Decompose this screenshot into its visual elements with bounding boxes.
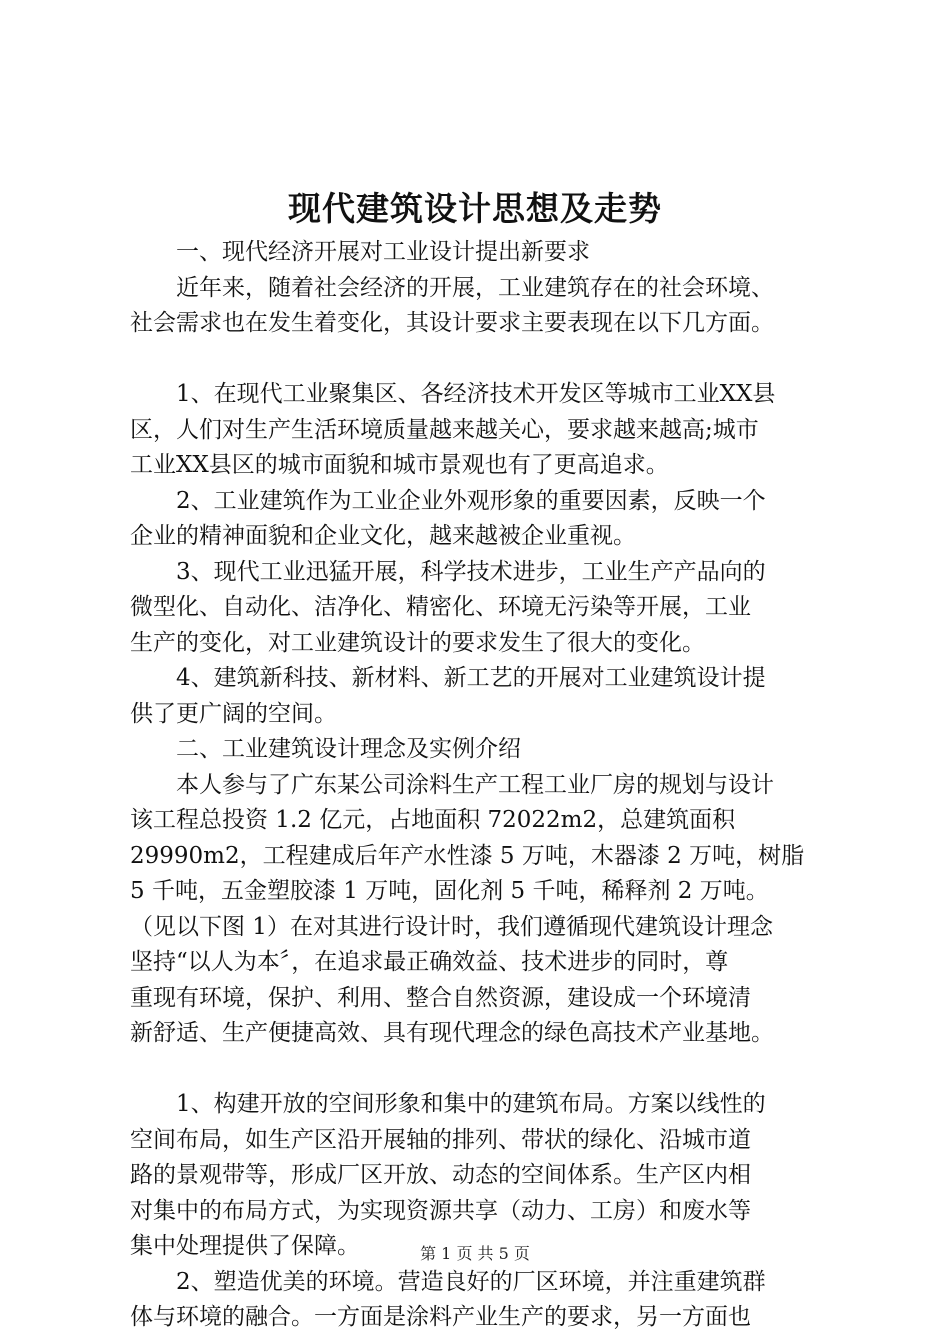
text-line: 近年来，随着社会经济的开展，工业建筑存在的社会环境、 bbox=[130, 274, 774, 301]
text-line: 坚持“以人为本〞，在追求最正确效益、技术进步的同时，尊 bbox=[130, 949, 729, 975]
document-title: 现代建筑设计思想及走势 bbox=[288, 189, 662, 228]
text-line: 5 千吨，五金塑胶漆 1 万吨，固化剂 5 千吨，稀释剂 2 万吨。 bbox=[130, 878, 769, 904]
text-line: 微型化、自动化、洁净化、精密化、环境无污染等开展，工业 bbox=[130, 594, 751, 620]
text-line: 集中处理提供了保障。 bbox=[130, 1233, 360, 1259]
text-line: 企业的精神面貌和企业文化，越来越被企业重视。 bbox=[130, 523, 636, 549]
page-footer: 第 1 页 共 5 页 bbox=[420, 1244, 530, 1263]
text-line: （见以下图 1）在对其进行设计时，我们遵循现代建筑设计理念 bbox=[130, 913, 773, 940]
document-body bbox=[130, 235, 845, 1336]
text-line: 路的景观带等，形成厂区开放、动态的空间体系。生产区内相 bbox=[130, 1162, 751, 1188]
text-line: 二、工业建筑设计理念及实例介绍 bbox=[130, 736, 521, 762]
text-line: 3、现代工业迅猛开展，科学技术进步，工业生产产品向的 bbox=[130, 558, 766, 585]
text-line: 体与环境的融合。一方面是涂料产业生产的要求，另一方面也 bbox=[130, 1304, 751, 1330]
text-line: 重现有环境，保护、利用、整合自然资源，建设成一个环境清 bbox=[130, 984, 751, 1011]
text-line: 本人参与了广东某公司涂料生产工程工业厂房的规划与设计 bbox=[130, 771, 774, 798]
text-line: 1、在现代工业聚集区、各经济技术开发区等城市工业XX县 bbox=[130, 381, 776, 407]
text-line: 2、塑造优美的环境。营造良好的厂区环境，并注重建筑群 bbox=[130, 1268, 766, 1295]
text-line: 该工程总投资 1.2 亿元，占地面积 72022m2，总建筑面积 bbox=[130, 807, 736, 833]
text-line: 生产的变化，对工业建筑设计的要求发生了很大的变化。 bbox=[130, 629, 705, 656]
text-line: 供了更广阔的空间。 bbox=[130, 700, 337, 727]
text-line: 2、工业建筑作为工业企业外观形象的重要因素，反映一个 bbox=[130, 487, 766, 514]
text-line: 对集中的布局方式，为实现资源共享（动力、工房）和废水等 bbox=[130, 1197, 751, 1224]
blank-line bbox=[130, 1052, 845, 1088]
text-line: 4、建筑新科技、新材料、新工艺的开展对工业建筑设计提 bbox=[130, 665, 766, 691]
text-line: 新舒适、生产便捷高效、具有现代理念的绿色高技术产业基地。 bbox=[130, 1020, 774, 1046]
blank-line bbox=[130, 342, 845, 378]
text-line: 区，人们对生产生活环境质量越来越关心，要求越来越高;城市 bbox=[130, 416, 759, 443]
text-line: 1、构建开放的空间形象和集中的建筑布局。方案以线性的 bbox=[130, 1091, 766, 1117]
text-line: 工业XX县区的城市面貌和城市景观也有了更高追求。 bbox=[130, 452, 669, 478]
text-line: 一、现代经济开展对工业设计提出新要求 bbox=[130, 239, 590, 265]
text-line: 29990m2，工程建成后年产水性漆 5 万吨，木器漆 2 万吨，树脂 bbox=[130, 842, 805, 869]
text-line: 社会需求也在发生着变化，其设计要求主要表现在以下几方面。 bbox=[130, 310, 774, 336]
text-line: 空间布局，如生产区沿开展轴的排列、带状的绿化、沿城市道 bbox=[130, 1126, 751, 1153]
